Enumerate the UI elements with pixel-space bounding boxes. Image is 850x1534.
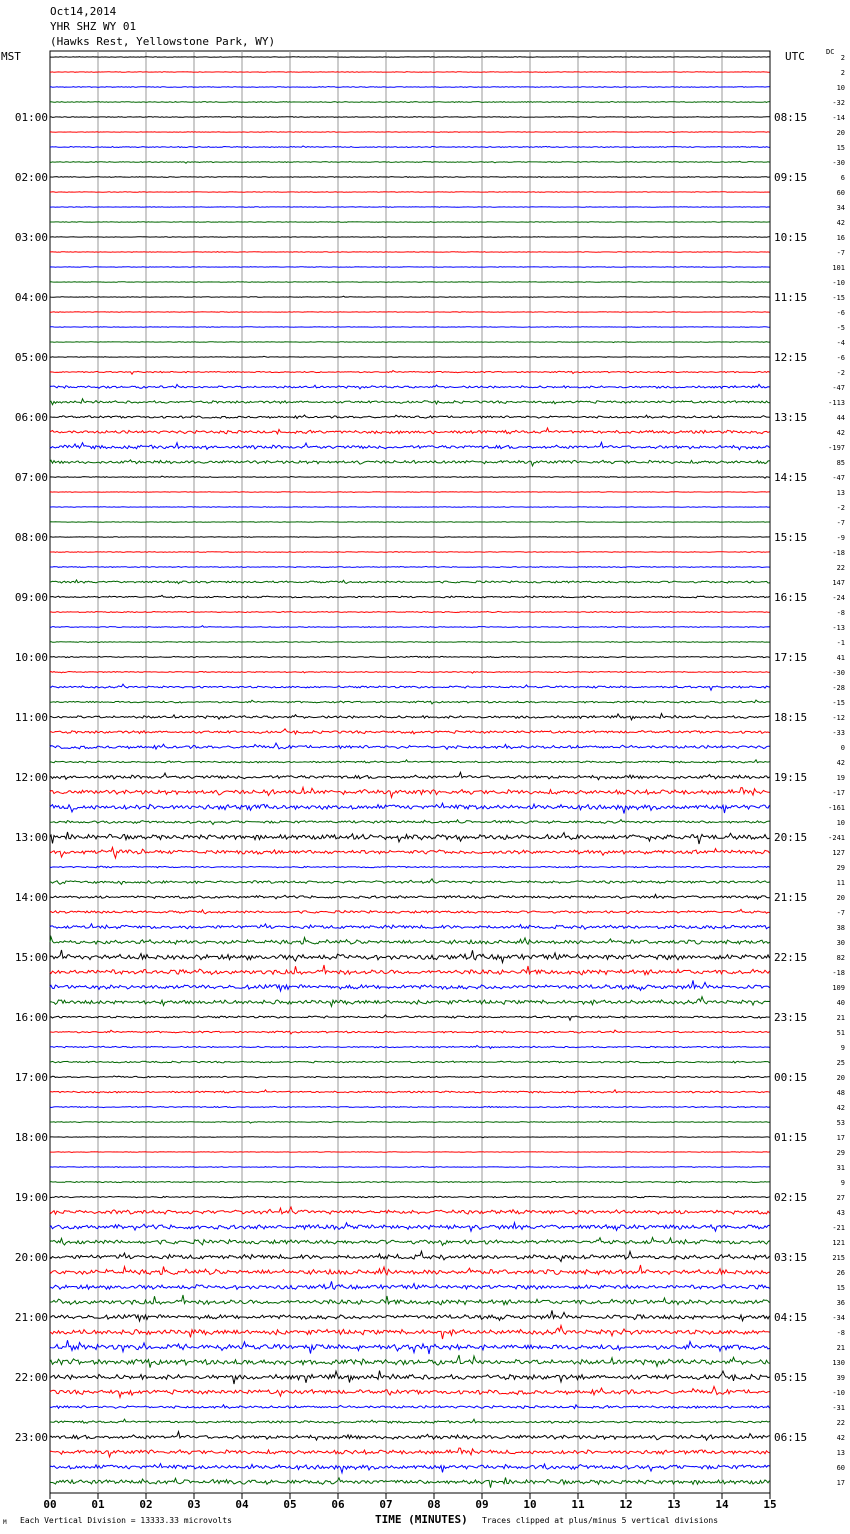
- trace-line: [50, 132, 770, 133]
- right-hour-label: 03:15: [774, 1251, 808, 1264]
- right-hour-label: 20:15: [774, 831, 808, 844]
- trace-line: [50, 415, 770, 419]
- trace-line: [50, 237, 770, 238]
- dc-offset-label: -10: [832, 279, 845, 287]
- dc-offset-label: -28: [832, 684, 845, 692]
- dc-offset-label: -8: [836, 609, 845, 617]
- left-hour-label: 20:00: [14, 1251, 48, 1264]
- trace-line: [50, 787, 770, 797]
- trace-line: [50, 832, 770, 844]
- trace-line: [50, 1045, 770, 1048]
- trace-line: [50, 909, 770, 913]
- trace-line: [50, 267, 770, 268]
- left-hour-label: 07:00: [14, 471, 48, 484]
- chart-date: Oct14,2014: [50, 5, 117, 18]
- dc-offset-label: 29: [836, 864, 845, 872]
- dc-offset-label: 121: [832, 1239, 845, 1247]
- dc-offset-label: 130: [832, 1359, 845, 1367]
- left-hour-label: 06:00: [14, 411, 48, 424]
- x-tick-label: 15: [763, 1498, 777, 1511]
- trace-line: [50, 177, 770, 178]
- dc-offset-label: -161: [828, 804, 845, 812]
- left-hour-label: 21:00: [14, 1311, 48, 1324]
- trace-line: [50, 1310, 770, 1321]
- dc-offset-label: -113: [828, 399, 845, 407]
- dc-offset-label: -15: [832, 294, 845, 302]
- trace-line: [50, 1061, 770, 1063]
- dc-offset-label: 10: [836, 84, 845, 92]
- trace-line: [50, 428, 770, 434]
- trace-line: [50, 684, 770, 690]
- dc-offset-label: 10: [836, 819, 845, 827]
- dc-offset-label: 60: [836, 1464, 845, 1472]
- dc-offset-label: 21: [836, 1344, 845, 1352]
- dc-offset-label: 0: [840, 744, 845, 752]
- dc-offset-label: 82: [836, 954, 845, 962]
- trace-line: [50, 894, 770, 899]
- trace-line: [50, 1295, 770, 1305]
- x-axis-label: TIME (MINUTES): [375, 1513, 468, 1526]
- trace-line: [50, 1355, 770, 1368]
- right-hour-label: 00:15: [774, 1071, 808, 1084]
- trace-line: [50, 1326, 770, 1340]
- dc-offset-label: 20: [836, 129, 845, 137]
- dc-offset-label: 13: [836, 489, 845, 497]
- x-tick-label: 02: [139, 1498, 153, 1511]
- x-tick-label: 06: [331, 1498, 345, 1511]
- trace-line: [50, 476, 770, 478]
- trace-line: [50, 442, 770, 449]
- dc-offset-label: -47: [832, 474, 845, 482]
- left-hour-label: 19:00: [14, 1191, 48, 1204]
- trace-line: [50, 1251, 770, 1261]
- x-tick-label: 01: [91, 1498, 105, 1511]
- dc-offset-label: 9: [840, 1179, 845, 1187]
- dc-offset-label: 9: [840, 1044, 845, 1052]
- dc-offset-label: -30: [832, 669, 845, 677]
- trace-line: [50, 980, 770, 991]
- trace-line: [50, 772, 770, 779]
- dc-offset-label: 22: [836, 564, 845, 572]
- trace-line: [50, 595, 770, 598]
- dc-offset-label: -8: [836, 1329, 845, 1337]
- right-hour-label: 22:15: [774, 951, 808, 964]
- trace-line: [50, 117, 770, 118]
- dc-offset-label: -31: [832, 1404, 845, 1412]
- right-hour-label: 11:15: [774, 291, 808, 304]
- left-hour-label: 11:00: [14, 711, 48, 724]
- left-hour-label: 15:00: [14, 951, 48, 964]
- trace-line: [50, 399, 770, 405]
- dc-offset-label: 147: [832, 579, 845, 587]
- dc-offset-label: -13: [832, 624, 845, 632]
- dc-offset-label: 53: [836, 1119, 845, 1127]
- dc-offset-label: 127: [832, 849, 845, 857]
- left-hour-label: 14:00: [14, 891, 48, 904]
- trace-line: [50, 522, 770, 523]
- trace-line: [50, 371, 770, 375]
- dc-offset-label: 38: [836, 924, 845, 932]
- dc-offset-label: 11: [836, 879, 845, 887]
- right-hour-label: 04:15: [774, 1311, 808, 1324]
- dc-offset-label: -14: [832, 114, 845, 122]
- trace-line: [50, 1121, 770, 1123]
- trace-line: [50, 729, 770, 734]
- x-tick-label: 08: [427, 1498, 441, 1511]
- dc-offset-label: -7: [836, 519, 845, 527]
- dc-label: DC: [826, 48, 835, 56]
- dc-offset-label: -6: [836, 309, 845, 317]
- right-hour-label: 18:15: [774, 711, 808, 724]
- trace-line: [50, 950, 770, 963]
- trace-line: [50, 1371, 770, 1384]
- left-hour-label: 03:00: [14, 231, 48, 244]
- trace-line: [50, 656, 770, 657]
- dc-offset-label: 40: [836, 999, 845, 1007]
- right-hour-label: 17:15: [774, 651, 808, 664]
- x-tick-label: 12: [619, 1498, 633, 1511]
- left-hour-label: 22:00: [14, 1371, 48, 1384]
- right-hour-label: 14:15: [774, 471, 808, 484]
- dc-offset-label: 101: [832, 264, 845, 272]
- left-hour-label: 18:00: [14, 1131, 48, 1144]
- trace-line: [50, 820, 770, 825]
- trace-line: [50, 803, 770, 813]
- left-hour-label: 09:00: [14, 591, 48, 604]
- x-tick-label: 10: [523, 1498, 537, 1511]
- left-hour-label: 10:00: [14, 651, 48, 664]
- left-hour-label: 16:00: [14, 1011, 48, 1024]
- trace-line: [50, 1106, 770, 1107]
- dc-offset-label: 42: [836, 1104, 845, 1112]
- right-axis-label: UTC: [785, 50, 805, 63]
- trace-line: [50, 924, 770, 930]
- dc-offset-label: 43: [836, 1209, 845, 1217]
- dc-offset-label: 44: [836, 414, 845, 422]
- trace-line: [50, 847, 770, 858]
- left-axis-label: MST: [1, 50, 21, 63]
- dc-offset-label: -12: [832, 714, 845, 722]
- dc-offset-label: 41: [836, 654, 845, 662]
- dc-offset-label: 13: [836, 1449, 845, 1457]
- trace-line: [50, 192, 770, 193]
- station-code: YHR SHZ WY 01: [50, 20, 137, 33]
- left-hour-label: 17:00: [14, 1071, 48, 1084]
- dc-offset-label: 26: [836, 1269, 845, 1277]
- dc-offset-label: -34: [832, 1314, 845, 1322]
- dc-offset-label: 39: [836, 1374, 845, 1382]
- trace-line: [50, 356, 770, 357]
- trace-line: [50, 1090, 770, 1093]
- trace-line: [50, 1015, 770, 1020]
- clip-note: Traces clipped at plus/minus 5 vertical divisions: [482, 1516, 719, 1525]
- x-tick-label: 07: [379, 1498, 393, 1511]
- dc-offset-label: -18: [832, 549, 845, 557]
- right-hour-label: 06:15: [774, 1431, 808, 1444]
- trace-line: [50, 626, 770, 628]
- left-hour-label: 02:00: [14, 171, 48, 184]
- trace-line: [50, 611, 770, 612]
- trace-line: [50, 327, 770, 328]
- trace-line: [50, 1137, 770, 1138]
- dc-offset-label: -241: [828, 834, 845, 842]
- trace-line: [50, 146, 770, 148]
- trace-line: [50, 760, 770, 763]
- dc-offset-label: -32: [832, 99, 845, 107]
- trace-line: [50, 566, 770, 567]
- right-hour-label: 01:15: [774, 1131, 808, 1144]
- trace-line: [50, 222, 770, 223]
- trace-line: [50, 1238, 770, 1246]
- dc-offset-label: -5: [836, 324, 845, 332]
- trace-line: [50, 879, 770, 885]
- trace-line: [50, 312, 770, 313]
- dc-offset-label: -197: [828, 444, 845, 452]
- right-hour-label: 12:15: [774, 351, 808, 364]
- right-hour-label: 15:15: [774, 531, 808, 544]
- left-hour-label: 08:00: [14, 531, 48, 544]
- trace-line: [50, 1432, 770, 1441]
- trace-line: [50, 1166, 770, 1167]
- dc-offset-label: 48: [836, 1089, 845, 1097]
- dc-offset-label: 60: [836, 189, 845, 197]
- trace-line: [50, 161, 770, 163]
- x-tick-label: 04: [235, 1498, 249, 1511]
- trace-line: [50, 492, 770, 493]
- trace-line: [50, 671, 770, 673]
- trace-line: [50, 552, 770, 553]
- x-tick-label: 05: [283, 1498, 297, 1511]
- dc-offset-label: -2: [836, 504, 845, 512]
- trace-line: [50, 965, 770, 975]
- trace-line: [50, 1196, 770, 1198]
- trace-line: [50, 1464, 770, 1473]
- dc-offset-label: 42: [836, 429, 845, 437]
- dc-offset-label: 2: [840, 69, 845, 77]
- dc-offset-label: -7: [836, 249, 845, 257]
- x-tick-label: 13: [667, 1498, 681, 1511]
- trace-line: [50, 72, 770, 73]
- trace-line: [50, 87, 770, 88]
- dc-offset-label: 34: [836, 204, 845, 212]
- trace-line: [50, 507, 770, 508]
- trace-line: [50, 1265, 770, 1275]
- dc-offset-label: -47: [832, 384, 845, 392]
- dc-offset-label: 15: [836, 144, 845, 152]
- dc-offset-label: 51: [836, 1029, 845, 1037]
- trace-line: [50, 537, 770, 538]
- trace-line: [50, 866, 770, 868]
- trace-line: [50, 1387, 770, 1398]
- right-hour-label: 09:15: [774, 171, 808, 184]
- x-tick-label: 14: [715, 1498, 729, 1511]
- dc-offset-label: 85: [836, 459, 845, 467]
- dc-offset-label: -10: [832, 1389, 845, 1397]
- trace-line: [50, 1478, 770, 1488]
- dc-offset-label: 31: [836, 1164, 845, 1172]
- trace-line: [50, 1281, 770, 1289]
- dc-offset-label: 17: [836, 1134, 845, 1142]
- left-hour-label: 12:00: [14, 771, 48, 784]
- x-tick-label: 11: [571, 1498, 585, 1511]
- x-tick-label: 00: [43, 1498, 57, 1511]
- trace-line: [50, 282, 770, 283]
- left-hour-label: 23:00: [14, 1431, 48, 1444]
- dc-offset-label: -24: [832, 594, 845, 602]
- dc-offset-label: -30: [832, 159, 845, 167]
- left-hour-label: 13:00: [14, 831, 48, 844]
- trace-line: [50, 580, 770, 584]
- right-hour-label: 02:15: [774, 1191, 808, 1204]
- trace-line: [50, 1448, 770, 1457]
- dc-offset-label: 25: [836, 1059, 845, 1067]
- dc-offset-label: -17: [832, 789, 845, 797]
- trace-line: [50, 1152, 770, 1153]
- right-hour-label: 21:15: [774, 891, 808, 904]
- trace-line: [50, 1223, 770, 1232]
- trace-line: [50, 937, 770, 944]
- dc-offset-label: -6: [836, 354, 845, 362]
- right-hour-label: 08:15: [774, 111, 808, 124]
- dc-offset-label: 27: [836, 1194, 845, 1202]
- trace-line: [50, 57, 770, 58]
- dc-offset-label: -4: [836, 339, 845, 347]
- dc-offset-label: -1: [836, 639, 845, 647]
- dc-offset-label: -7: [836, 909, 845, 917]
- trace-line: [50, 1419, 770, 1423]
- trace-line: [50, 384, 770, 389]
- left-hour-label: 04:00: [14, 291, 48, 304]
- dc-offset-label: 2: [840, 54, 845, 62]
- dc-offset-label: -33: [832, 729, 845, 737]
- dc-offset-label: 109: [832, 984, 845, 992]
- trace-line: [50, 997, 770, 1007]
- right-hour-label: 13:15: [774, 411, 808, 424]
- dc-offset-label: 19: [836, 774, 845, 782]
- dc-offset-label: -2: [836, 369, 845, 377]
- x-tick-label: 03: [187, 1498, 201, 1511]
- trace-line: [50, 1030, 770, 1034]
- right-hour-label: 16:15: [774, 591, 808, 604]
- trace-line: [50, 700, 770, 704]
- dc-offset-label: 42: [836, 219, 845, 227]
- dc-offset-label: -15: [832, 699, 845, 707]
- dc-offset-label: 29: [836, 1149, 845, 1157]
- trace-line: [50, 1405, 770, 1409]
- scale-note: Each Vertical Division = 13333.33 microvolts: [20, 1516, 232, 1525]
- right-hour-label: 10:15: [774, 231, 808, 244]
- right-hour-label: 19:15: [774, 771, 808, 784]
- dc-offset-label: 30: [836, 939, 845, 947]
- dc-offset-label: 16: [836, 234, 845, 242]
- trace-line: [50, 102, 770, 103]
- left-hour-label: 05:00: [14, 351, 48, 364]
- dc-offset-label: -21: [832, 1224, 845, 1232]
- trace-line: [50, 642, 770, 643]
- dc-offset-label: 17: [836, 1479, 845, 1487]
- dc-offset-label: 215: [832, 1254, 845, 1262]
- trace-line: [50, 296, 770, 297]
- dc-offset-label: 15: [836, 1284, 845, 1292]
- dc-offset-label: 22: [836, 1419, 845, 1427]
- x-tick-label: 09: [475, 1498, 489, 1511]
- right-hour-label: 23:15: [774, 1011, 808, 1024]
- dc-offset-label: -18: [832, 969, 845, 977]
- trace-line: [50, 714, 770, 720]
- dc-offset-label: 36: [836, 1299, 845, 1307]
- dc-offset-label: 6: [840, 174, 845, 182]
- right-hour-label: 05:15: [774, 1371, 808, 1384]
- trace-line: [50, 1207, 770, 1214]
- dc-offset-label: 42: [836, 759, 845, 767]
- trace-line: [50, 1340, 770, 1354]
- trace-line: [50, 252, 770, 253]
- dc-offset-label: 20: [836, 1074, 845, 1082]
- trace-line: [50, 1076, 770, 1078]
- footer-mark: M: [3, 1519, 7, 1526]
- trace-line: [50, 743, 770, 749]
- trace-line: [50, 207, 770, 208]
- dc-offset-label: 42: [836, 1434, 845, 1442]
- trace-line: [50, 342, 770, 343]
- dc-offset-label: 20: [836, 894, 845, 902]
- trace-line: [50, 460, 770, 466]
- trace-line: [50, 1181, 770, 1182]
- left-hour-label: 01:00: [14, 111, 48, 124]
- dc-offset-label: -9: [836, 534, 845, 542]
- dc-offset-label: 21: [836, 1014, 845, 1022]
- station-location: (Hawks Rest, Yellowstone Park, WY): [50, 35, 276, 48]
